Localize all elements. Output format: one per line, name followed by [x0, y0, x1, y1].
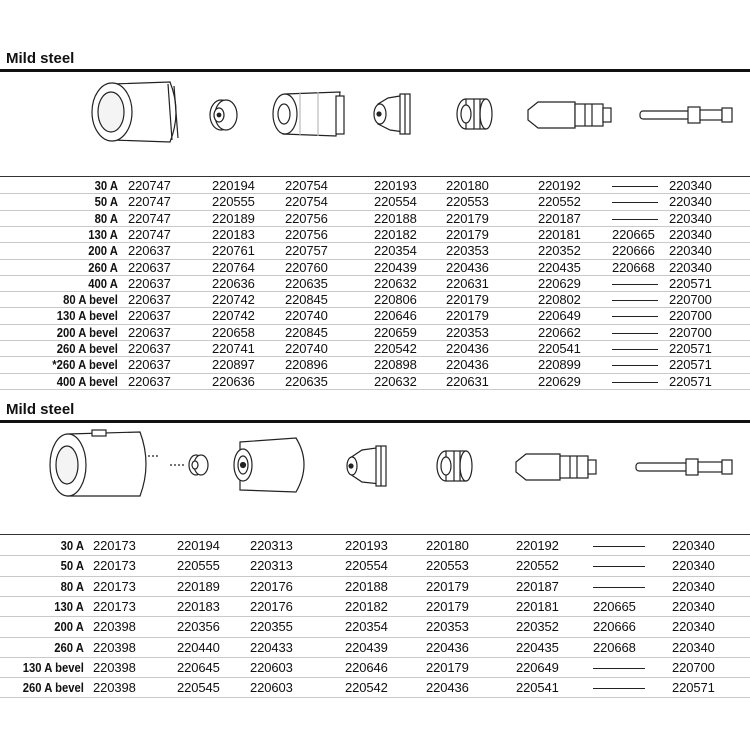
- cell-electrode: 220352: [516, 619, 559, 635]
- cell-silverplus: [612, 308, 658, 324]
- cell-shield: 220194: [177, 538, 220, 553]
- cell-nozzle-retaining-cap: 220845: [285, 292, 328, 308]
- cell-swirl-ring: 220180: [426, 538, 469, 553]
- cell-water-tube: 220340: [669, 210, 712, 226]
- swirl-ring-icon: [457, 99, 492, 129]
- cell-nozzle-retaining-cap: 220635: [285, 373, 328, 389]
- row-amperage: 260 A bevel: [56, 342, 118, 356]
- cell-shield: 220636: [212, 275, 255, 291]
- cell-electrode: 220435: [516, 639, 559, 655]
- cell-nozzle-retaining-cap: 220740: [285, 308, 328, 324]
- row-amperage: 260 A: [54, 640, 84, 655]
- row-amperage: 260 A: [88, 260, 118, 275]
- cell-nozzle: 220188: [374, 210, 417, 226]
- row-amperage: 30 A: [94, 179, 118, 193]
- cell-nozzle-retaining-cap: 220355: [250, 619, 293, 635]
- row-separator: [0, 389, 750, 390]
- cell-shield: 220645: [177, 659, 220, 675]
- cell-electrode: 220192: [516, 538, 559, 553]
- cell-shield-cap: 220637: [128, 243, 171, 259]
- consumable-parts-illustration: [0, 424, 750, 504]
- cell-swirl-ring: 220436: [426, 680, 469, 696]
- cell-electrode: 220187: [538, 210, 581, 226]
- cell-shield: 220356: [177, 619, 220, 635]
- cell-swirl-ring: 220179: [426, 659, 469, 675]
- cell-water-tube: 220340: [672, 598, 715, 614]
- electrode-icon: [528, 102, 611, 128]
- cell-electrode: 220541: [538, 341, 581, 356]
- cell-silverplus: [612, 325, 658, 341]
- cell-electrode: 220629: [538, 373, 581, 389]
- cell-shield: 220440: [177, 639, 220, 655]
- cell-shield: 220189: [177, 578, 220, 594]
- cell-water-tube: 220340: [669, 194, 712, 210]
- cell-shield-cap: 220398: [93, 639, 136, 655]
- cell-swirl-ring: 220179: [446, 210, 489, 226]
- cell-nozzle-retaining-cap: 220176: [250, 578, 293, 594]
- cell-shield: 220897: [212, 357, 255, 373]
- cell-shield-cap: 220398: [93, 680, 136, 696]
- cell-silverplus: [612, 276, 658, 292]
- cell-nozzle: 220354: [374, 243, 417, 259]
- cell-water-tube: 220340: [669, 243, 712, 259]
- cell-water-tube: 220571: [669, 357, 712, 373]
- cell-water-tube: 220571: [672, 680, 715, 696]
- cell-electrode: 220629: [538, 275, 581, 291]
- cell-swirl-ring: 220436: [426, 639, 469, 655]
- cell-silverplus: 220668: [593, 639, 636, 655]
- cell-silverplus: [612, 341, 658, 357]
- table-row: [0, 276, 750, 292]
- table-row: [0, 194, 750, 210]
- table-row: [0, 597, 750, 617]
- cell-electrode: 220662: [538, 324, 581, 340]
- cell-nozzle-retaining-cap: 220756: [285, 210, 328, 226]
- cell-water-tube: 220340: [672, 578, 715, 594]
- water-tube-icon: [640, 107, 732, 123]
- cell-nozzle: 220806: [374, 292, 417, 308]
- swirl-ring-icon: [437, 451, 472, 481]
- cell-electrode: 220541: [516, 680, 559, 696]
- cell-silverplus: [593, 678, 645, 698]
- cell-silverplus: [593, 658, 645, 678]
- cell-shield: 220658: [212, 324, 255, 340]
- nozzle-retaining-cap-icon: [273, 92, 344, 136]
- cell-swirl-ring: 220179: [426, 598, 469, 614]
- cell-silverplus: [612, 211, 658, 227]
- table-row: [0, 556, 750, 576]
- row-separator: [0, 697, 750, 698]
- cell-shield-cap: 220637: [128, 373, 171, 389]
- table-row: [0, 292, 750, 308]
- cell-electrode: 220649: [538, 308, 581, 324]
- section-title: Mild steel: [6, 401, 75, 418]
- water-tube-icon: [636, 459, 732, 475]
- shield-icon: [170, 455, 208, 475]
- cell-electrode: 220435: [538, 259, 581, 275]
- cell-shield-cap: 220637: [128, 292, 171, 308]
- cell-nozzle: 220646: [345, 659, 388, 675]
- nozzle-retaining-cap-icon: [234, 438, 304, 492]
- section-rule: [0, 420, 750, 423]
- cell-nozzle: 220659: [374, 324, 417, 340]
- table-row: [0, 325, 750, 341]
- cell-shield-cap: 220637: [128, 275, 171, 291]
- row-amperage: *260 A bevel: [52, 358, 118, 373]
- cell-shield: 220545: [177, 680, 220, 696]
- row-amperage: 80 A bevel: [63, 293, 118, 308]
- cell-silverplus: [612, 292, 658, 308]
- cell-shield: 220742: [212, 292, 255, 308]
- cell-silverplus: 220668: [612, 259, 655, 275]
- cell-nozzle: 220439: [345, 639, 388, 655]
- cell-shield: 220742: [212, 308, 255, 324]
- cell-swirl-ring: 220436: [446, 259, 489, 275]
- cell-swirl-ring: 220553: [446, 194, 489, 210]
- nozzle-icon: [374, 94, 410, 134]
- cell-water-tube: 220340: [672, 558, 715, 574]
- cell-nozzle: 220632: [374, 275, 417, 291]
- cell-electrode: 220352: [538, 243, 581, 259]
- cell-shield-cap: 220747: [128, 226, 171, 242]
- row-amperage: 30 A: [60, 539, 84, 553]
- cell-electrode: 220187: [516, 578, 559, 594]
- cell-silverplus: 220666: [612, 243, 655, 259]
- header-rule: [0, 176, 750, 177]
- row-amperage: 80 A: [60, 579, 84, 594]
- cell-nozzle: 220439: [374, 259, 417, 275]
- cell-silverplus: [593, 556, 645, 576]
- consumable-parts-illustration: [0, 72, 750, 152]
- cell-nozzle-retaining-cap: 220433: [250, 639, 293, 655]
- cell-shield-cap: 220637: [128, 308, 171, 324]
- cell-nozzle: 220554: [374, 194, 417, 210]
- row-amperage: 130 A bevel: [22, 660, 84, 675]
- cell-nozzle: 220182: [345, 598, 388, 614]
- cell-nozzle: 220554: [345, 558, 388, 574]
- cell-swirl-ring: 220436: [446, 357, 489, 373]
- table-row: [0, 658, 750, 678]
- header-rule: [0, 534, 750, 535]
- cell-silverplus: [593, 536, 645, 556]
- cell-swirl-ring: 220631: [446, 275, 489, 291]
- cell-nozzle-retaining-cap: 220754: [285, 178, 328, 193]
- cell-swirl-ring: 220353: [426, 619, 469, 635]
- row-amperage: 50 A: [94, 195, 118, 210]
- cell-nozzle: 220632: [374, 373, 417, 389]
- cell-water-tube: 220700: [669, 292, 712, 308]
- table-row: [0, 536, 750, 556]
- table-row: [0, 211, 750, 227]
- cell-nozzle-retaining-cap: 220754: [285, 194, 328, 210]
- nozzle-icon: [347, 446, 386, 486]
- cell-electrode: 220192: [538, 178, 581, 193]
- cell-shield: 220741: [212, 341, 255, 356]
- cell-silverplus: 220665: [593, 598, 636, 614]
- cell-silverplus: [612, 194, 658, 210]
- cell-electrode: 220899: [538, 357, 581, 373]
- row-amperage: 400 A bevel: [56, 374, 118, 389]
- cell-nozzle: 220182: [374, 226, 417, 242]
- cell-shield-cap: 220398: [93, 619, 136, 635]
- cell-shield-cap: 220747: [128, 178, 171, 193]
- cell-nozzle-retaining-cap: 220896: [285, 357, 328, 373]
- cell-electrode: 220181: [538, 226, 581, 242]
- cell-nozzle-retaining-cap: 220757: [285, 243, 328, 259]
- cell-shield-cap: 220173: [93, 578, 136, 594]
- cell-shield: 220189: [212, 210, 255, 226]
- cell-nozzle: 220646: [374, 308, 417, 324]
- cell-swirl-ring: 220180: [446, 178, 489, 193]
- row-amperage: 200 A bevel: [56, 325, 118, 340]
- row-amperage: 50 A: [60, 559, 84, 574]
- cell-swirl-ring: 220436: [446, 341, 489, 356]
- table-row: [0, 308, 750, 324]
- cell-water-tube: 220340: [672, 639, 715, 655]
- cell-water-tube: 220340: [672, 538, 715, 553]
- cell-shield: 220183: [177, 598, 220, 614]
- cell-nozzle-retaining-cap: 220756: [285, 226, 328, 242]
- cell-nozzle-retaining-cap: 220740: [285, 341, 328, 356]
- cell-electrode: 220181: [516, 598, 559, 614]
- cell-shield: 220194: [212, 178, 255, 193]
- row-amperage: 130 A bevel: [56, 309, 118, 324]
- shield-cap-icon: [50, 430, 160, 496]
- section-title: Mild steel: [6, 50, 75, 67]
- table-row: [0, 243, 750, 259]
- cell-water-tube: 220340: [672, 619, 715, 635]
- cell-water-tube: 220340: [669, 226, 712, 242]
- cell-silverplus: [612, 374, 658, 390]
- cell-water-tube: 220571: [669, 373, 712, 389]
- cell-shield-cap: 220637: [128, 341, 171, 356]
- table-row: [0, 374, 750, 390]
- cell-shield: 220183: [212, 226, 255, 242]
- cell-nozzle: 220542: [374, 341, 417, 356]
- cell-water-tube: 220340: [669, 259, 712, 275]
- cell-silverplus: [612, 357, 658, 373]
- cell-silverplus: [593, 577, 645, 597]
- cell-nozzle-retaining-cap: 220313: [250, 558, 293, 574]
- cell-shield-cap: 220637: [128, 259, 171, 275]
- table-row: [0, 617, 750, 637]
- row-amperage: 130 A: [88, 227, 118, 242]
- cell-silverplus: 220666: [593, 619, 636, 635]
- cell-electrode: 220552: [538, 194, 581, 210]
- table-row: [0, 357, 750, 373]
- cell-shield-cap: 220173: [93, 558, 136, 574]
- table-row: [0, 678, 750, 698]
- cell-shield-cap: 220637: [128, 324, 171, 340]
- cell-swirl-ring: 220179: [446, 308, 489, 324]
- cell-swirl-ring: 220179: [446, 292, 489, 308]
- cell-shield: 220555: [177, 558, 220, 574]
- cell-shield: 220555: [212, 194, 255, 210]
- cell-nozzle: 220193: [345, 538, 388, 553]
- shield-cap-icon: [92, 82, 178, 142]
- cell-shield: 220764: [212, 259, 255, 275]
- row-amperage: 260 A bevel: [22, 681, 84, 696]
- cell-water-tube: 220571: [669, 275, 712, 291]
- cell-shield-cap: 220747: [128, 194, 171, 210]
- row-amperage: 130 A: [54, 599, 84, 614]
- table-row: [0, 227, 750, 243]
- table-row: [0, 260, 750, 276]
- cell-nozzle-retaining-cap: 220603: [250, 680, 293, 696]
- cell-swirl-ring: 220179: [446, 226, 489, 242]
- row-amperage: 400 A: [88, 276, 118, 291]
- cell-nozzle-retaining-cap: 220635: [285, 275, 328, 291]
- cell-swirl-ring: 220553: [426, 558, 469, 574]
- cell-water-tube: 220700: [669, 324, 712, 340]
- row-amperage: 200 A: [54, 620, 84, 635]
- cell-silverplus: 220665: [612, 226, 655, 242]
- cell-shield: 220636: [212, 373, 255, 389]
- table-row: [0, 178, 750, 194]
- cell-nozzle: 220542: [345, 680, 388, 696]
- cell-shield-cap: 220173: [93, 538, 136, 553]
- cell-swirl-ring: 220353: [446, 324, 489, 340]
- cell-silverplus: [612, 178, 658, 194]
- electrode-icon: [516, 454, 596, 480]
- table-row: [0, 638, 750, 658]
- table-row: [0, 341, 750, 357]
- cell-electrode: 220649: [516, 659, 559, 675]
- row-amperage: 200 A: [88, 244, 118, 259]
- cell-swirl-ring: 220631: [446, 373, 489, 389]
- cell-nozzle-retaining-cap: 220176: [250, 598, 293, 614]
- cell-nozzle: 220193: [374, 178, 417, 193]
- cell-swirl-ring: 220179: [426, 578, 469, 594]
- cell-nozzle: 220898: [374, 357, 417, 373]
- cell-nozzle: 220188: [345, 578, 388, 594]
- cell-swirl-ring: 220353: [446, 243, 489, 259]
- cell-water-tube: 220571: [669, 341, 712, 356]
- cell-nozzle-retaining-cap: 220313: [250, 538, 293, 553]
- cell-water-tube: 220700: [669, 308, 712, 324]
- cell-water-tube: 220340: [669, 178, 712, 193]
- cell-shield-cap: 220173: [93, 598, 136, 614]
- shield-icon: [210, 100, 237, 130]
- table-row: [0, 577, 750, 597]
- cell-shield-cap: 220747: [128, 210, 171, 226]
- cell-nozzle-retaining-cap: 220845: [285, 324, 328, 340]
- cell-shield-cap: 220637: [128, 357, 171, 373]
- cell-shield: 220761: [212, 243, 255, 259]
- cell-water-tube: 220700: [672, 659, 715, 675]
- cell-shield-cap: 220398: [93, 659, 136, 675]
- cell-electrode: 220552: [516, 558, 559, 574]
- cell-nozzle-retaining-cap: 220760: [285, 259, 328, 275]
- cell-electrode: 220802: [538, 292, 581, 308]
- row-amperage: 80 A: [94, 211, 118, 226]
- cell-nozzle: 220354: [345, 619, 388, 635]
- cell-nozzle-retaining-cap: 220603: [250, 659, 293, 675]
